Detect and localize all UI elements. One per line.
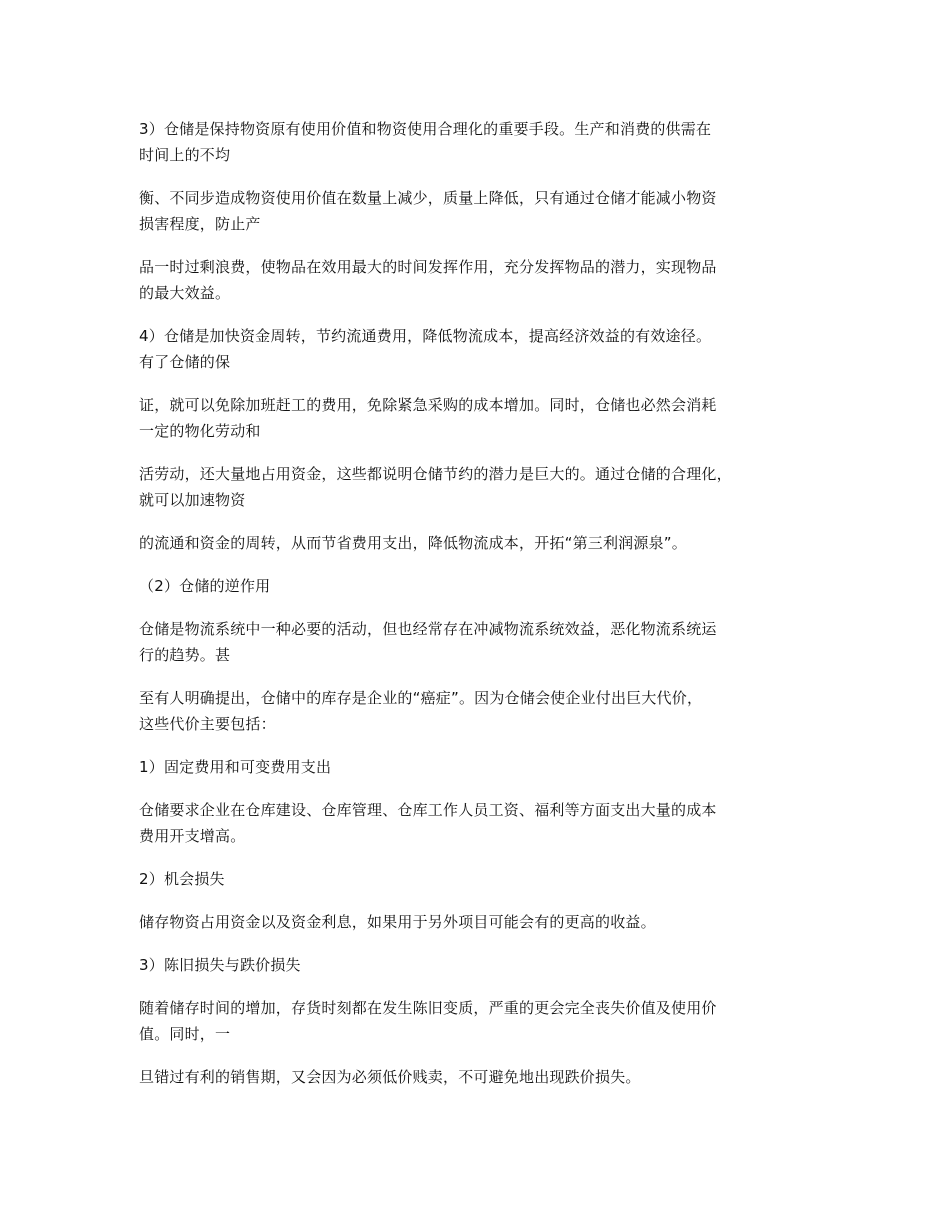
paragraph-1-line-2: 时间上的不均 xyxy=(139,146,231,164)
paragraph-4 xyxy=(139,323,819,375)
paragraph-9-line-2: 行的趋势。甚 xyxy=(139,646,231,664)
paragraph-10-line-1: 至有人明确提出，仓储中的库存是企业的“癌症”。因为仓储会使企业付出巨大代价， xyxy=(139,689,703,707)
paragraph-12-line-1: 仓储要求企业在仓库建设、仓库管理、仓库工作人员工资、福利等方面支出大量的成本 xyxy=(139,801,717,819)
paragraph-4-line-2: 有了仓储的保 xyxy=(139,353,231,371)
paragraph-5-line-1: 证，就可以免除加班赶工的费用，免除紧急采购的成本增加。同时，仓储也必然会消耗 xyxy=(139,396,717,414)
paragraph-7-line-1: 的流通和资金的周转，从而节省费用支出，降低物流成本，开拓“第三利润源泉”。 xyxy=(139,534,687,552)
paragraph-1-line-1: 3）仓储是保持物资原有使用价值和物资使用合理化的重要手段。生产和消费的供需在 xyxy=(139,120,712,138)
list-item-opportunity-loss xyxy=(139,866,819,892)
paragraph-10-line-2: 这些代价主要包括： xyxy=(139,715,276,733)
paragraph-12 xyxy=(139,797,819,849)
paragraph-5-line-2: 一定的物化劳动和 xyxy=(139,422,261,440)
paragraph-12-line-2: 费用开支增高。 xyxy=(139,827,246,845)
paragraph-17 xyxy=(139,1064,819,1090)
section-heading-line: （2）仓储的逆作用 xyxy=(139,577,271,595)
paragraph-1 xyxy=(139,116,819,168)
paragraph-3-line-2: 的最大效益。 xyxy=(139,284,231,302)
paragraph-3 xyxy=(139,254,819,306)
paragraph-16-line-2: 值。同时，一 xyxy=(139,1025,231,1043)
paragraph-9 xyxy=(139,616,819,668)
document-body xyxy=(139,116,819,1107)
paragraph-9-line-1: 仓储是物流系统中一种必要的活动，但也经常存在冲减物流系统效益，恶化物流系统运 xyxy=(139,620,717,638)
paragraph-6 xyxy=(139,461,819,513)
paragraph-16-line-1: 随着储存时间的增加，存货时刻都在发生陈旧变质，严重的更会完全丧失价值及使用价 xyxy=(139,999,717,1017)
list-item-fixed-variable-costs xyxy=(139,754,819,780)
paragraph-5 xyxy=(139,392,819,444)
paragraph-17-line-1: 旦错过有利的销售期，又会因为必须低价贱卖，不可避免地出现跌价损失。 xyxy=(139,1068,641,1086)
list-item-obsolescence-loss xyxy=(139,952,819,978)
paragraph-7 xyxy=(139,530,819,556)
list-item-line: 3）陈旧损失与跌价损失 xyxy=(139,956,301,974)
paragraph-2 xyxy=(139,185,819,237)
paragraph-6-line-1: 活劳动，还大量地占用资金，这些都说明仓储节约的潜力是巨大的。通过仓储的合理化， xyxy=(139,465,732,483)
paragraph-10 xyxy=(139,685,819,737)
paragraph-16 xyxy=(139,995,819,1047)
paragraph-4-line-1: 4）仓储是加快资金周转，节约流通费用，降低物流成本，提高经济效益的有效途径。 xyxy=(139,327,712,345)
list-item-line: 2）机会损失 xyxy=(139,870,225,888)
paragraph-14-line-1: 储存物资占用资金以及资金利息，如果用于另外项目可能会有的更高的收益。 xyxy=(139,913,656,931)
paragraph-3-line-1: 品一时过剩浪费，使物品在效用最大的时间发挥作用，充分发挥物品的潜力，实现物品 xyxy=(139,258,717,276)
paragraph-2-line-1: 衡、不同步造成物资使用价值在数量上减少，质量上降低，只有通过仓储才能减小物资 xyxy=(139,189,717,207)
section-heading-reverse-effect xyxy=(139,573,819,599)
paragraph-6-line-2: 就可以加速物资 xyxy=(139,491,246,509)
paragraph-14 xyxy=(139,909,819,935)
paragraph-2-line-2: 损害程度，防止产 xyxy=(139,215,261,233)
list-item-line: 1）固定费用和可变费用支出 xyxy=(139,758,332,776)
